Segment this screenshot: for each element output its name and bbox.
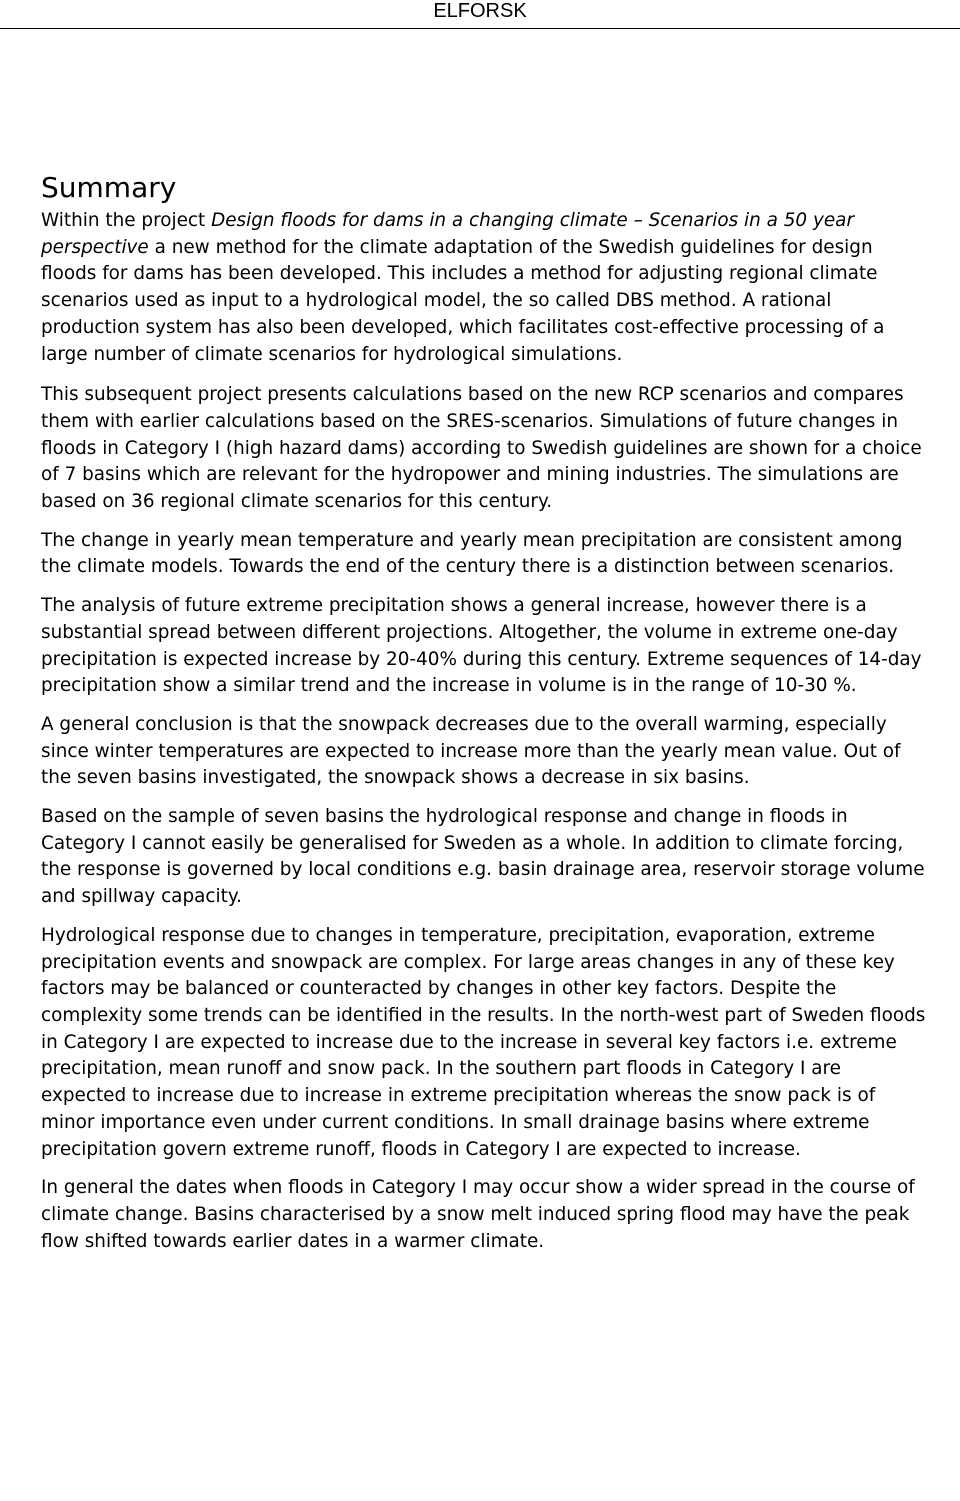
summary-paragraph-4: The analysis of future extreme precipitation shows a general increase, however there is a substantial spread between different projections. Altogether, the volume in extreme one-day precipitation is expected increase by 20-40% during this century. Extreme sequences of 14-day precipitation show a similar trend and the increase in volume is in the range of 10-30 %. [41, 595, 922, 697]
paragraph-1-body: a new method for the climate adaptation of the Swedish guidelines for design floods for dams has been developed. This includes a method for adjusting regional climate scenarios used as input to a hydrological model, the so called DBS method. A rational production system has also been developed, which facilitates cost-effective processing of a large number of climate scenarios for hydrological simulations. [41, 236, 885, 365]
summary-paragraph-5: A general conclusion is that the snowpack decreases due to the overall warming, especially since winter temperatures are expected to increase more than the yearly mean value. Out of the seven basins investigated, the snowpack shows a decrease in six basins. [41, 713, 901, 789]
summary-paragraph-1 [41, 208, 926, 368]
summary-paragraph-3: The change in yearly mean temperature and yearly mean precipitation are consistent among the climate models. Towards the end of the century there is a distinction between scenarios. [41, 529, 903, 578]
project-title: Design floods for dams in a changing climate – Scenarios in a 50 year perspective [41, 210, 855, 258]
paragraph-1-intro: Within the project [41, 210, 212, 231]
summary-section [41, 168, 926, 1267]
header-title: ELFORSK [433, 0, 527, 22]
summary-paragraph-7: Hydrological response due to changes in temperature, precipitation, evaporation, extreme precipitation events and snowpack are complex. For large areas changes in any of these key factors may be balanced or counteracted by changes in other key factors. Despite the complexity some trends can be identified in the results. In the north-west part of Sweden floods in Category I are expected to increase due to the increase in several key factors i.e. extreme precipitation, mean runoff and snow pack. In the southern part floods in Category I are expected to increase due to increase in extreme precipitation whereas the snow pack is of minor importance even under current conditions. In small drainage basins where extreme precipitation govern extreme runoff, floods in Category I are expected to increase. [41, 924, 926, 1160]
summary-paragraph-8: In general the dates when floods in Category I may occur show a wider spread in the course of climate change. Basins characterised by a snow melt induced spring flood may have the peak flow shifted towards earlier dates in a warmer climate. [41, 1177, 915, 1252]
summary-paragraph-6: Based on the sample of seven basins the hydrological response and change in floods in Category I cannot easily be generalised for Sweden as a whole. In addition to climate forcing, the response is governed by local conditions e.g. basin drainage area, reservoir storage volume and spillway capacity. [41, 806, 925, 908]
page-header [0, 0, 960, 29]
summary-paragraph-2: This subsequent project presents calculations based on the new RCP scenarios and compares them with earlier calculations based on the SRES-scenarios. Simulations of future changes in floods in Category I (high hazard dams) according to Swedish guidelines are shown for a choice of 7 basins which are relevant for the hydropower and mining industries. The simulations are based on 36 regional climate scenarios for this century. [41, 384, 922, 513]
summary-heading: Summary [41, 171, 177, 204]
